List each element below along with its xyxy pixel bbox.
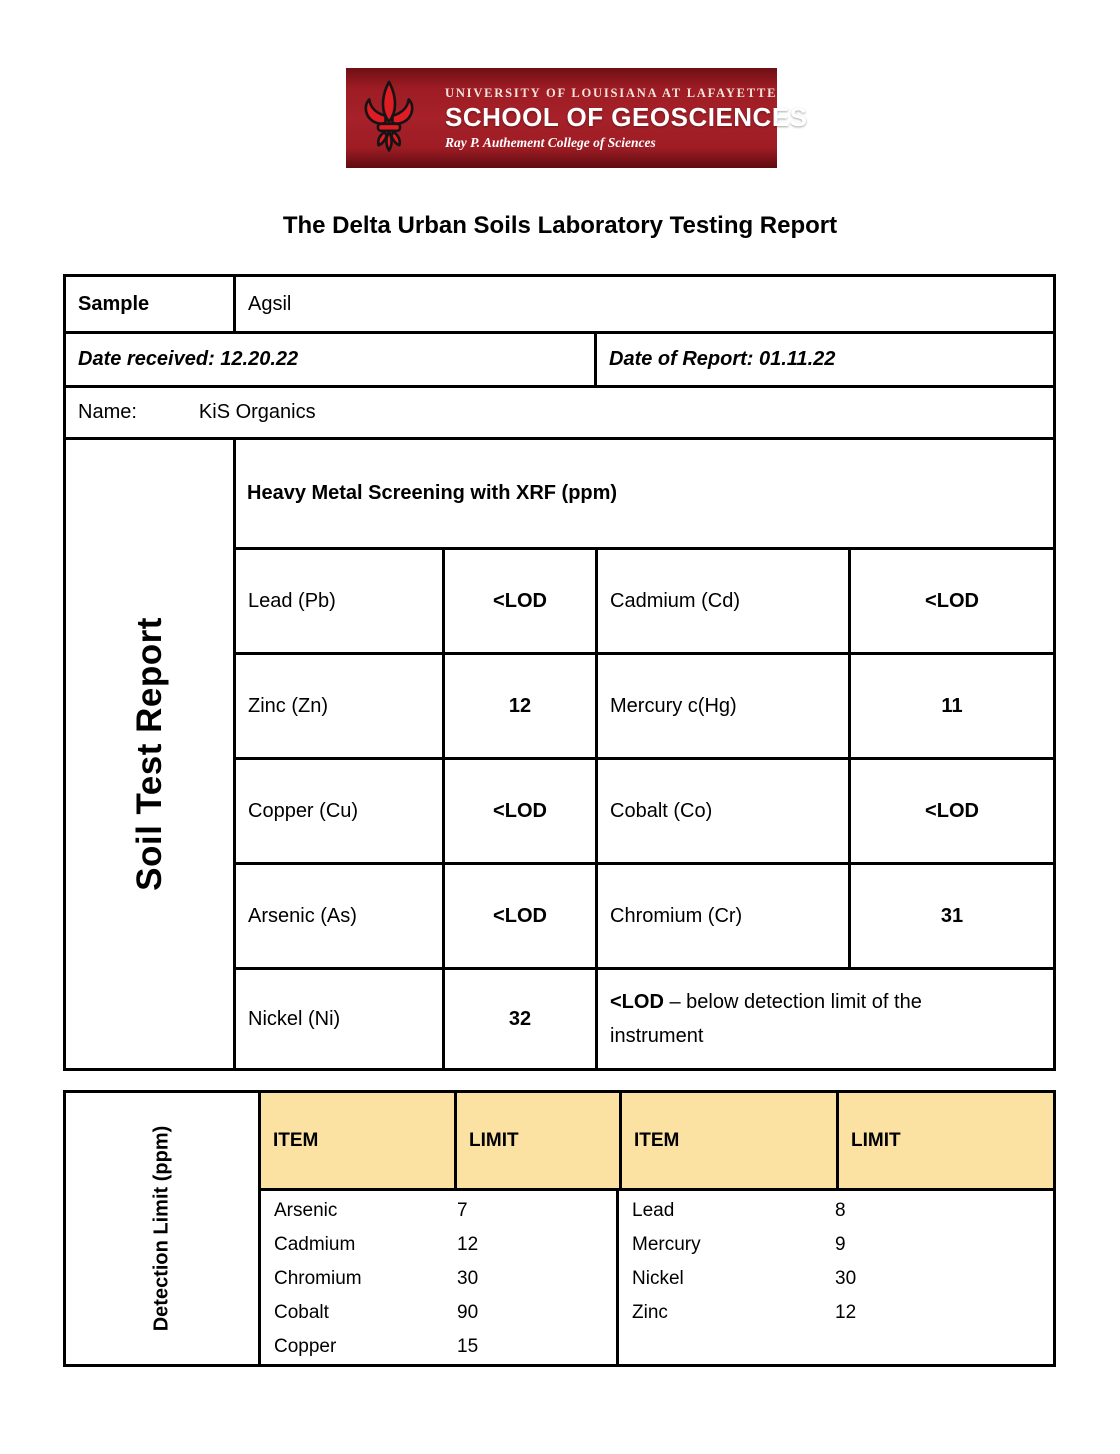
dates-row — [66, 331, 1053, 385]
element-limit: 30 — [457, 1268, 479, 1289]
detection-limit-side-label: Detection Limit (ppm) — [150, 1125, 173, 1332]
metal-name: Lead (Pb) — [248, 589, 336, 612]
list-item — [632, 1194, 1053, 1228]
element-limit: 7 — [457, 1200, 468, 1221]
university-banner — [346, 68, 808, 168]
metal-value: <LOD — [442, 550, 595, 652]
list-item — [274, 1330, 616, 1364]
banner-college-name: Ray P. Authement College of Sciences — [445, 134, 656, 150]
table-row — [236, 862, 1053, 967]
banner-university-name: UNIVERSITY OF LOUISIANA AT LAFAYETTE — [445, 85, 778, 100]
soil-test-report-table — [63, 274, 1056, 1071]
column-header: LIMIT — [836, 1093, 1053, 1188]
sample-label: Sample — [78, 292, 150, 315]
element-limit: 15 — [457, 1336, 479, 1357]
element-name: Arsenic — [274, 1200, 338, 1221]
metal-name: Chromium (Cr) — [595, 865, 848, 967]
element-limit: 9 — [835, 1234, 846, 1255]
detection-limit-right-list — [619, 1191, 1053, 1364]
table-row — [236, 967, 1053, 1068]
element-name: Cadmium — [274, 1234, 356, 1255]
sample-row — [66, 277, 1053, 331]
page-title: The Delta Urban Soils Laboratory Testing Report — [282, 212, 838, 239]
metal-value: 12 — [442, 655, 595, 757]
element-name: Nickel — [632, 1268, 684, 1289]
element-name: Chromium — [274, 1268, 362, 1289]
element-name: Lead — [632, 1200, 675, 1221]
metal-name: Cadmium (Cd) — [595, 550, 848, 652]
element-name: Copper — [274, 1336, 337, 1357]
metal-name: Copper (Cu) — [248, 799, 359, 822]
detection-limit-header-row — [261, 1093, 1053, 1191]
element-limit: 30 — [835, 1268, 857, 1289]
lod-abbreviation: <LOD — [610, 990, 664, 1013]
metal-value: <LOD — [848, 550, 1053, 652]
metal-value: 11 — [848, 655, 1053, 757]
metal-name: Zinc (Zn) — [248, 694, 328, 717]
element-limit: 12 — [457, 1234, 479, 1255]
screening-section-header: Heavy Metal Screening with XRF (ppm) — [247, 482, 618, 504]
lod-footnote — [595, 970, 1053, 1068]
element-name: Zinc — [632, 1302, 668, 1323]
detection-limit-table — [63, 1090, 1056, 1367]
element-name: Mercury — [632, 1234, 701, 1255]
soil-screening-block — [66, 437, 1053, 1068]
metal-name: Arsenic (As) — [248, 904, 357, 927]
table-row — [236, 757, 1053, 862]
element-limit: 12 — [835, 1302, 857, 1323]
metal-name: Mercury c(Hg) — [595, 655, 848, 757]
column-header: ITEM — [619, 1093, 836, 1188]
name-value: KiS Organics — [198, 401, 316, 423]
list-item — [632, 1296, 1053, 1330]
metal-value: <LOD — [442, 865, 595, 967]
metal-value: 32 — [442, 970, 595, 1068]
metal-value: 31 — [848, 865, 1053, 967]
list-item — [632, 1228, 1053, 1262]
metal-name: Nickel (Ni) — [248, 1007, 341, 1030]
name-label: Name: — [78, 401, 137, 423]
column-header: LIMIT — [454, 1093, 619, 1188]
metal-name: Cobalt (Co) — [595, 760, 848, 862]
list-item — [274, 1262, 616, 1296]
metal-value: <LOD — [442, 760, 595, 862]
name-row — [66, 385, 1053, 437]
fleur-de-lis-icon — [360, 79, 418, 157]
table-row — [236, 652, 1053, 757]
sample-value: Agsil — [233, 277, 1053, 331]
date-of-report: Date of Report: 01.11.22 — [594, 334, 1053, 385]
list-item — [274, 1194, 616, 1228]
list-item — [274, 1228, 616, 1262]
element-limit: 8 — [835, 1200, 846, 1221]
banner-school-name: SCHOOL OF GEOSCIENCES — [445, 101, 808, 132]
element-name: Cobalt — [274, 1302, 329, 1323]
column-header: ITEM — [273, 1129, 319, 1151]
lod-definition: – below detection limit of the instrument — [610, 990, 922, 1047]
soil-test-report-side-label: Soil Test Report — [129, 617, 169, 891]
list-item — [274, 1296, 616, 1330]
list-item — [632, 1262, 1053, 1296]
detection-limit-left-list — [261, 1191, 619, 1364]
table-row — [236, 547, 1053, 652]
date-received: Date received: 12.20.22 — [78, 348, 299, 370]
element-limit: 90 — [457, 1302, 479, 1323]
metal-value: <LOD — [848, 760, 1053, 862]
